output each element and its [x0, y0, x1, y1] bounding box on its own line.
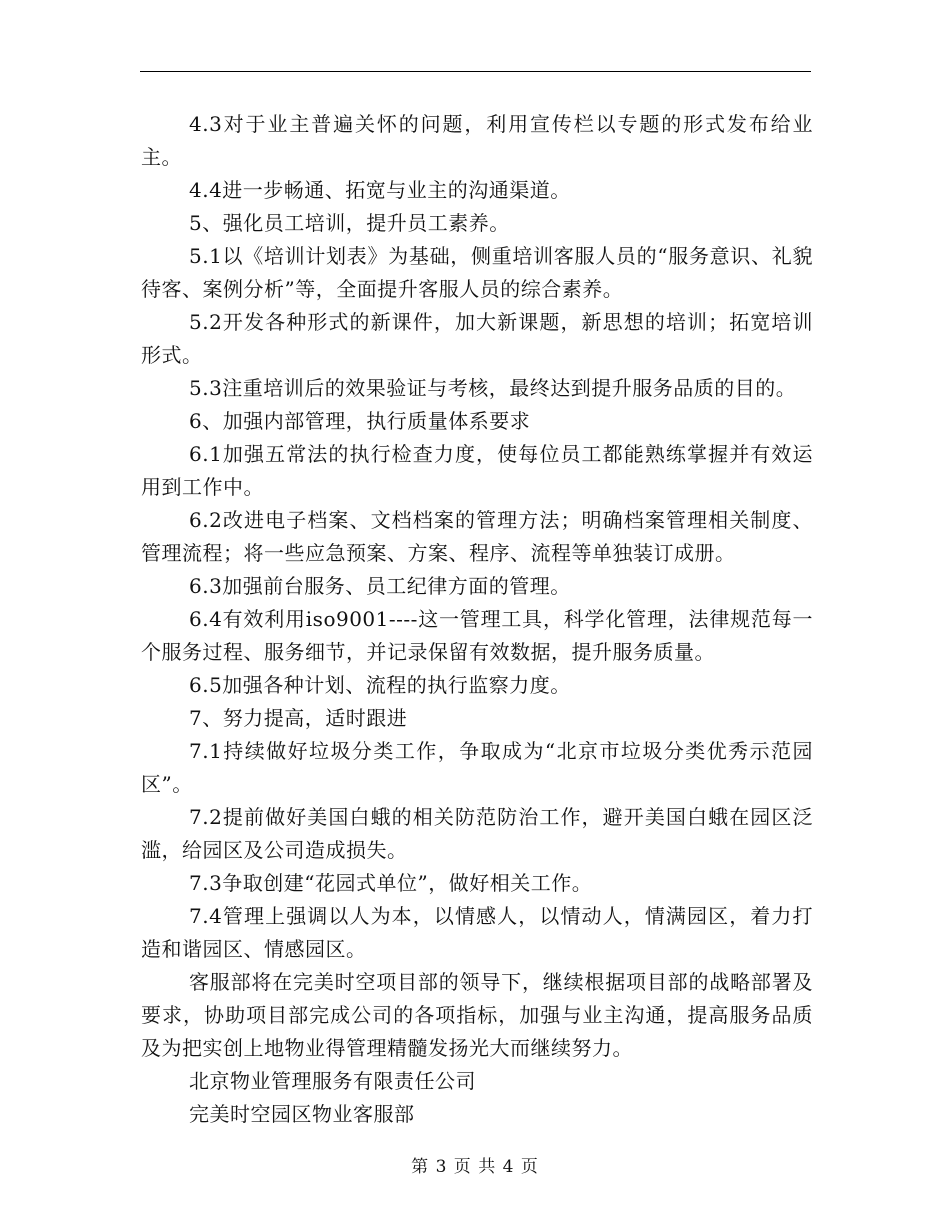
paragraph-7-4: 7.4管理上强调以人为本，以情感人，以情动人，情满园区，着力打造和谐园区、情感园区。	[141, 904, 813, 961]
paragraph-5-1: 5.1以《培训计划表》为基础，侧重培训客服人员的“服务意识、礼貌待客、案例分析”等，全面提升客服人员的综合素养。	[141, 244, 813, 301]
paragraph-6-3: 6.3加强前台服务、员工纪律方面的管理。	[189, 574, 571, 598]
paragraph-4-3: 4.3对于业主普遍关怀的问题，利用宣传栏以专题的形式发布给业主。	[141, 112, 813, 169]
paragraph-7-3: 7.3争取创建“花园式单位”，做好相关工作。	[189, 871, 593, 895]
signature-company: 北京物业管理服务有限责任公司	[189, 1069, 476, 1093]
paragraph-4-4: 4.4进一步畅通、拓宽与业主的沟通渠道。	[189, 178, 571, 202]
header-rule	[140, 71, 811, 72]
heading-7: 7、努力提高，适时跟进	[189, 706, 408, 730]
paragraph-6-4: 6.4有效利用iso9001----这一管理工具，科学化管理，法律规范每一个服务过程、服务细节，并记录保留有效数据，提升服务质量。	[141, 607, 813, 664]
page-footer: 第 3 页 共 4 页	[411, 1157, 539, 1177]
paragraph-6-2: 6.2改进电子档案、文档档案的管理方法；明确档案管理相关制度、管理流程；将一些应急预案、方案、程序、流程等单独装订成册。	[141, 508, 813, 565]
signature-department: 完美时空园区物业客服部	[189, 1102, 415, 1126]
heading-6: 6、加强内部管理，执行质量体系要求	[189, 409, 531, 433]
document-body	[141, 108, 813, 1131]
paragraph-7-2: 7.2提前做好美国白蛾的相关防范防治工作，避开美国白蛾在园区泛滥，给园区及公司造成损失。	[141, 805, 813, 862]
closing-paragraph: 客服部将在完美时空项目部的领导下，继续根据项目部的战略部署及要求，协助项目部完成公司的各项指标，加强与业主沟通，提高服务品质及为把实创上地物业得管理精髓发扬光大而继续努力。	[141, 970, 813, 1060]
paragraph-6-5: 6.5加强各种计划、流程的执行监察力度。	[189, 673, 571, 697]
paragraph-7-1: 7.1持续做好垃圾分类工作，争取成为“北京市垃圾分类优秀示范园区”。	[141, 739, 813, 796]
paragraph-5-2: 5.2开发各种形式的新课件，加大新课题，新思想的培训；拓宽培训形式。	[141, 310, 813, 367]
paragraph-6-1: 6.1加强五常法的执行检查力度，使每位员工都能熟练掌握并有效运用到工作中。	[141, 442, 813, 499]
heading-5: 5、强化员工培训，提升员工素养。	[189, 211, 510, 235]
paragraph-5-3: 5.3注重培训后的效果验证与考核，最终达到提升服务品质的目的。	[189, 376, 797, 400]
